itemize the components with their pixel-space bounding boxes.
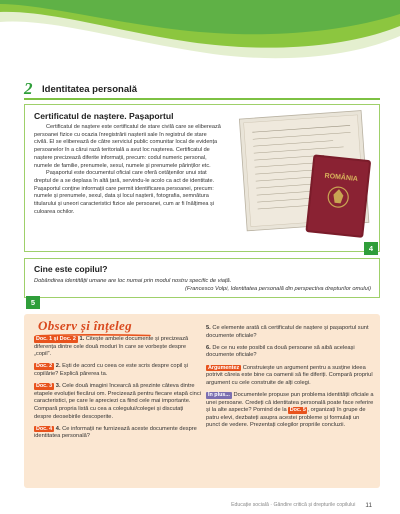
task-item-6: 6. De ce nu este posibil ca două persoane să aibă aceleași documente oficiale? [206, 344, 355, 359]
task-item-4: Doc. 4 4. Ce informații ne furnizează aceste documente despre identitatea personală? [34, 425, 197, 440]
in-plus-tag: În plus... [208, 391, 230, 398]
page-footer [231, 502, 372, 509]
doc-tag: Doc. 4 [36, 425, 53, 432]
page-number: 11 [365, 502, 372, 509]
section-divider [24, 98, 380, 100]
document-box-text [34, 124, 222, 216]
section-header [24, 80, 380, 98]
paragraph-birth-certificate: Certificatul de naștere este certificatul de stare civilă care se eliberează persoanei fizice cu ocazia înregistrării nașterii sale în registrul de stare civilă. El se eliberează de către serviciul public comunitar local de evidența persoanelor în a cărui rază teritorială a avut loc nașterea. Certificatul de naștere precizează diferite informații, precum: codul numeric personal, numele de familie, prenumele, sexul, numele și prenumele părinților etc. [34, 124, 221, 169]
question-box-who-is-child [24, 258, 380, 298]
paragraph-passport: Pașaportul este documentul oficial care oferă cetățenilor unui stat dreptul de a se deplasa în altă țară, servindu-le acolo ca act de identitate. Pașaportul conține informații care permit identificarea persoanei, precum: numele și prenumele, sexul, data și locul nașterii, fotografia, semnătura titularului și uneori caracteristici fizice ale persoanei, cum ar fi înălțimea și culoarea ochilor. [34, 170, 215, 215]
task-item-1: Doc. 1 și Doc. 2 1. Citește ambele documente și precizează diferența dintre cele două moduri în care se vorbește despre „copil”. [34, 336, 189, 358]
footer-book-title: Educație socială · Gândire critică și drepturile copilului [231, 502, 356, 508]
document-box-birth-certificate-passport [24, 104, 380, 252]
passport-country-label: ROMÂNIA [324, 172, 359, 184]
observe-understand-box [24, 314, 380, 488]
document-box-title: Certificatul de naștere. Pașaportul [34, 111, 174, 121]
task-item-2: Doc. 2 2. Ești de acord cu ceea ce este scris despre copil și copilărie? Explică părerea ta. [34, 363, 188, 377]
section-title: Identitatea personală [42, 83, 138, 95]
doc-tag: Doc. 2 [36, 363, 53, 370]
task-item-3: Doc. 3 3. Cele două imagini încearcă să prezinte câteva dintre etapele evoluției fiecărui om. Precizează pentru fiecare etapă cinci caracteristici, pe care le apreciezi ca fiind cele mai importante. Compară propria listă cu cea a colegului/colegei și discutați despre deosebirile descoperite. [34, 383, 201, 420]
question-box-title: Cine este copilul? [34, 264, 108, 274]
argument-item: Argumentez Construiește un argument pentru a susține ideea potrivit căreia este bine ca oamenii să fie diferiți. Compară propriul argument cu cele construite de alți colegi. [206, 364, 373, 386]
document-number-badge: 4 [364, 242, 378, 255]
observe-right-column [206, 325, 374, 435]
question-box-quote: Dobândirea identității umane are loc numai prin modul nostru specific de viață. [34, 278, 232, 284]
certificate-passport-photo [225, 109, 375, 239]
doc-tag: Doc. 3 [36, 383, 53, 390]
top-decorative-band [0, 0, 400, 62]
doc-tag: Doc. 5 [289, 407, 306, 414]
task-item-5: 5. Ce elemente arată că certificatul de naștere și pașaportul sunt documente oficiale? [206, 325, 369, 339]
document-number-badge: 5 [26, 296, 40, 309]
observe-understand-title: Observ și înțeleg [38, 318, 132, 333]
doc-tag: Doc. 1 și Doc. 2 [36, 336, 76, 342]
argument-tag: Argumentez [208, 364, 240, 371]
in-plus-item: În plus... Documentele propuse pun problema identității oficiale a unei persoane. Credeți că identitatea personală poate face referire și la alte aspecte? Pornind de la Doc. 5 , organizați în grupe de patru elevi, dezbateți asupra acestei probleme și formulați un punct de vedere. Prezentați colegilor propriile concluzii. [206, 391, 374, 429]
observe-left-column [34, 336, 202, 446]
question-box-author: (Francesco Volpi, Identitatea personală din perspectiva drepturilor omului) [185, 286, 371, 292]
section-number: 2 [24, 79, 33, 98]
